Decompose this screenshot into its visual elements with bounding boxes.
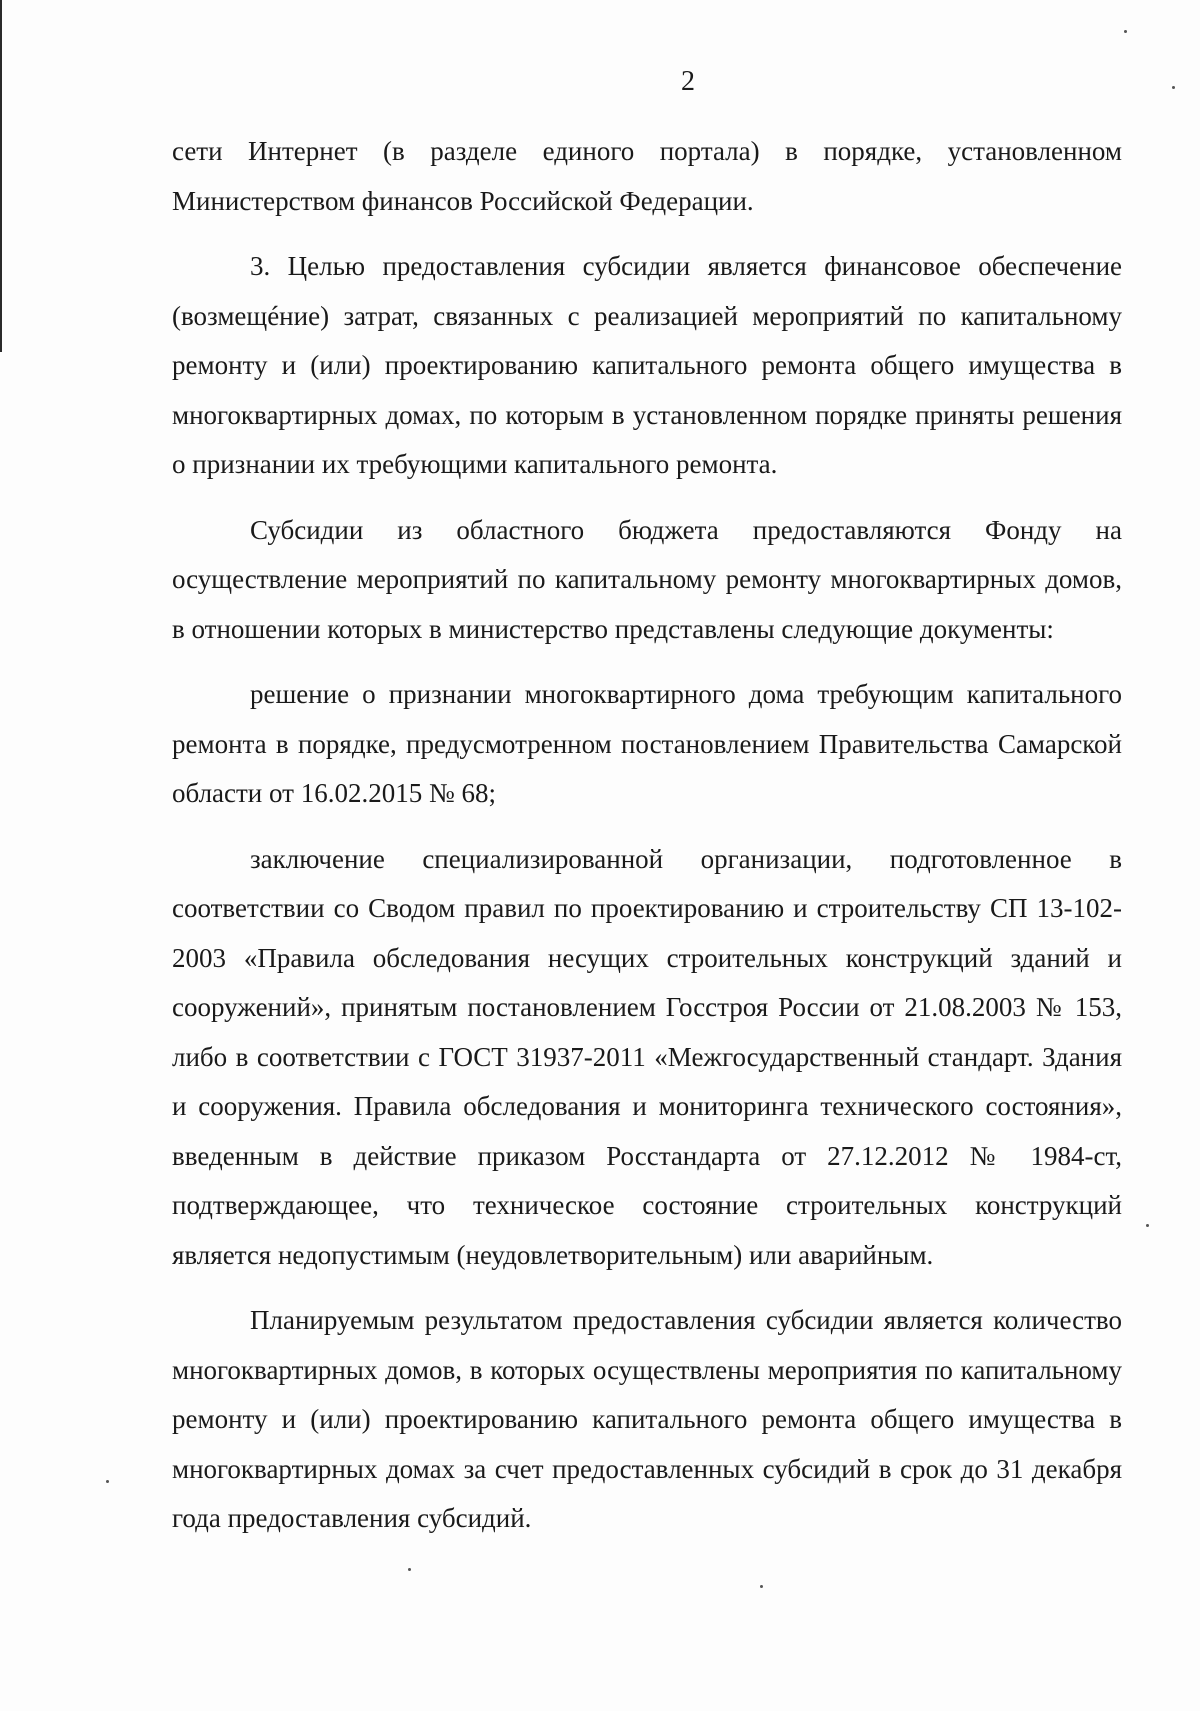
scan-speck: [1124, 30, 1127, 33]
paragraph-conclusion: заключение специализированной организации, подготовленное в соответствии со Сводом правил по проектированию и строительству СП 13-102-2003 «Правила обследования несущих строительных конструкций зданий и сооружений», принятым постановлением Госстроя России от 21.08.2003 № 153, либо в соответствии с ГОСТ 31937-2011 «Межгосударственный стандарт. Здания и сооружения. Правила обследования и мониторинга технического состояния», введенным в действие приказом Росстандарта от 27.12.2012 № 1984-ст, подтверждающее, что техническое состояние строительных конструкций является недопустимым (неудовлетворительным) или аварийным.: [172, 843, 1122, 1270]
scan-speck: [1146, 1224, 1149, 1227]
paragraph-continuation: сети Интернет (в разделе единого портала) в порядке, установленном Министерством финансов Российской Федерации.: [172, 136, 1122, 216]
page-number: 2: [681, 66, 695, 97]
scan-edge-line: [0, 0, 2, 352]
scan-speck: [408, 1568, 411, 1571]
document-body: [172, 127, 1122, 1544]
paragraph-item-3: 3. Целью предоставления субсидии является финансовое обеспечение (возмещéние) затрат, связанных с реализацией мероприятий по капитальному ремонту и (или) проектированию капитального ремонта общего имущества в многоквартирных домах, по которым в установленном порядке приняты решения о признании их требующими капитального ремонта.: [172, 251, 1122, 479]
scan-speck: [760, 1585, 763, 1588]
paragraph-decision: решение о признании многоквартирного дома требующим капитального ремонта в порядке, предусмотренном постановлением Правительства Самарской области от 16.02.2015 № 68;: [172, 679, 1122, 808]
paragraph-subsidies: Субсидии из областного бюджета предоставляются Фонду на осуществление мероприятий по капитальному ремонту многоквартирных домов, в отношении которых в министерство представлены следующие документы:: [172, 514, 1122, 644]
paragraph-planned-result: Планируемым результатом предоставления субсидии является количество многоквартирных домов, в которых осуществлены мероприятия по капитальному ремонту и (или) проектированию капитального ремонта общего имущества в многоквартирных домах за счет предоставленных субсидий в срок до 31 декабря года предоставления субсидий.: [172, 1305, 1122, 1533]
scan-speck: [106, 1480, 109, 1483]
scan-speck: [1172, 86, 1175, 89]
